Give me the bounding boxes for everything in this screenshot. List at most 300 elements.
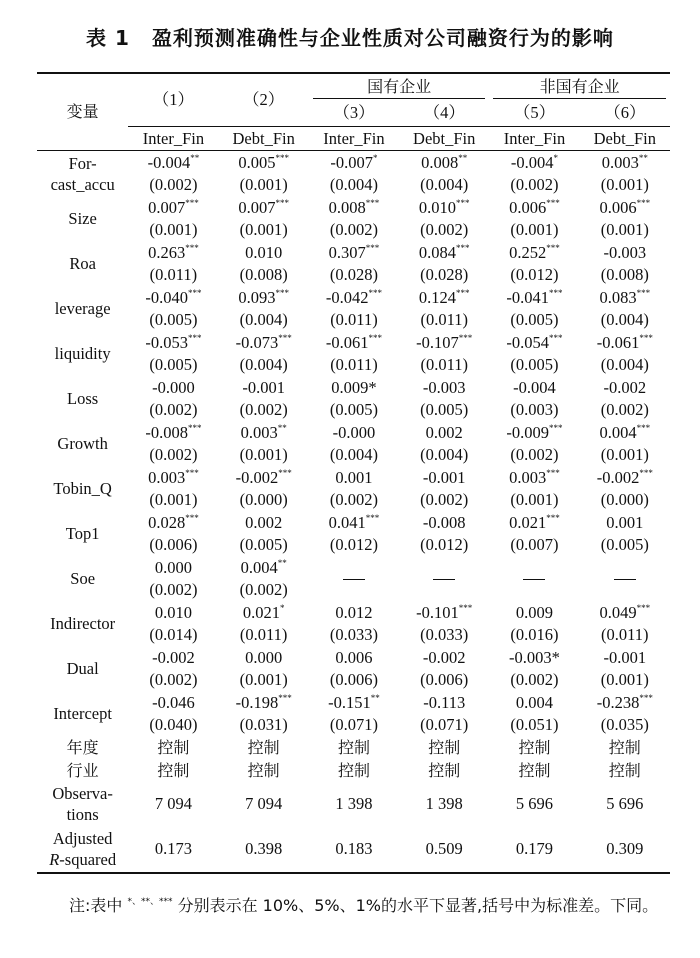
table-cell	[128, 511, 218, 556]
adjusted-r2-value: 0.183	[335, 839, 373, 858]
coefficient	[128, 512, 218, 534]
row-label: 行业	[66, 760, 99, 780]
table-cell	[580, 466, 670, 511]
significance-stars: **	[277, 557, 287, 568]
standard-error: (0.004)	[420, 444, 469, 464]
coefficient	[309, 647, 399, 669]
standard-error: (0.001)	[149, 489, 198, 509]
coefficient-value: -0.007	[330, 152, 373, 172]
row-label: liquidity	[54, 344, 111, 363]
coefficient-value: -0.041	[506, 287, 550, 307]
row-label: Size	[68, 209, 97, 228]
standard-error: (0.002)	[420, 219, 469, 239]
table-cell	[580, 241, 670, 286]
coefficient	[489, 692, 579, 714]
coefficient	[128, 242, 218, 264]
table-cell	[219, 691, 309, 736]
coefficient	[219, 422, 309, 444]
table-cell	[580, 421, 670, 466]
table-row	[37, 601, 670, 646]
coefficient-value: 0.003	[240, 422, 278, 442]
label-part: R	[49, 850, 60, 869]
table-title	[0, 22, 700, 51]
coefficient-value: 0.083	[599, 287, 637, 307]
table-cell	[489, 376, 579, 421]
coefficient-value: 0.006	[509, 197, 547, 217]
coefficient	[219, 602, 309, 624]
coefficient-value: 0.004	[599, 422, 637, 442]
significance-stars: *	[373, 152, 378, 163]
significance-stars: **	[638, 152, 648, 163]
table-cell	[580, 376, 670, 421]
coefficient	[399, 332, 489, 354]
coefficient-value: 0.004	[515, 692, 554, 712]
standard-error: (0.002)	[510, 669, 559, 689]
table-cell	[309, 151, 399, 197]
table-cell	[309, 601, 399, 646]
table-cell	[309, 691, 399, 736]
table-cell	[128, 421, 218, 466]
significance-stars: ***	[636, 602, 651, 613]
coefficient-value: -0.101	[416, 602, 459, 622]
standard-error: (0.000)	[600, 489, 649, 509]
standard-error: (0.004)	[600, 309, 649, 329]
table-row	[37, 511, 670, 556]
observations-value: 5 696	[515, 794, 554, 813]
standard-error: (0.031)	[239, 714, 288, 734]
table-cell	[489, 421, 579, 466]
significance-stars: ***	[278, 692, 292, 703]
coefficient	[219, 152, 309, 174]
coefficient-value: -0.053	[145, 332, 188, 352]
significance-stars: ***	[639, 692, 653, 703]
significance-stars: ***	[456, 242, 470, 253]
coefficient-value: -0.000	[152, 377, 195, 397]
coefficient-value: 0.252	[509, 242, 547, 262]
control-value: 控制	[428, 760, 461, 780]
table-cell	[489, 151, 579, 197]
coefficient-value: 0.001	[335, 467, 373, 487]
table-cell	[489, 601, 579, 646]
standard-error: (0.012)	[420, 534, 469, 554]
standard-error: (0.005)	[149, 309, 198, 329]
coefficient-value: -0.054	[506, 332, 550, 352]
table-cell	[399, 331, 489, 376]
standard-error: (0.001)	[600, 174, 649, 194]
coefficient-value: 0.010	[154, 602, 192, 622]
coefficient-value: -0.002	[152, 647, 195, 667]
coefficient-value: -0.002	[235, 467, 279, 487]
coefficient	[309, 467, 399, 489]
standard-error: (0.033)	[329, 624, 378, 644]
coefficient-value: 0.003	[148, 467, 186, 487]
table-cell	[489, 511, 579, 556]
coefficient-value: 0.041	[328, 512, 366, 532]
control-value: 控制	[337, 737, 370, 757]
standard-error: (0.035)	[600, 714, 649, 734]
standard-error: (0.028)	[420, 264, 469, 284]
coefficient-value: 0.021	[242, 602, 280, 622]
coefficient-value: -0.004	[147, 152, 191, 172]
standard-error: (0.004)	[420, 174, 469, 194]
significance-stars: ***	[549, 422, 563, 433]
table-cell	[399, 466, 489, 511]
row-label: Growth	[57, 434, 108, 453]
coefficient-value: 0.002	[245, 512, 283, 532]
coefficient	[219, 512, 309, 534]
adjusted-r2-value: 0.509	[425, 839, 463, 858]
control-value: 控制	[428, 737, 461, 757]
standard-error: (0.071)	[420, 714, 469, 734]
coefficient-value: 0.002	[425, 422, 463, 442]
coefficient	[489, 242, 579, 264]
coefficient	[219, 557, 309, 579]
standard-error: (0.006)	[149, 534, 198, 554]
table-cell	[309, 466, 399, 511]
coefficient	[489, 602, 579, 624]
coefficient-value: -0.238	[596, 692, 640, 712]
header-col-3: （3）	[333, 103, 375, 122]
control-value: 控制	[608, 737, 641, 757]
coefficient-value: 0.124	[418, 287, 457, 307]
coefficient	[128, 557, 218, 579]
significance-stars: ***	[368, 287, 382, 298]
table-cell	[580, 601, 670, 646]
coefficient	[219, 287, 309, 309]
header-col-2: （2）	[243, 90, 285, 109]
coefficient	[489, 377, 579, 399]
table-cell	[489, 196, 579, 241]
significance-stars: ***	[636, 287, 651, 298]
table-row	[37, 196, 670, 241]
table-cell	[219, 151, 309, 197]
significance-stars: ***	[275, 152, 289, 163]
table-cell	[580, 286, 670, 331]
standard-error: (0.002)	[420, 489, 469, 509]
standard-error: (0.051)	[510, 714, 559, 734]
coefficient	[489, 332, 579, 354]
table-cell	[309, 646, 399, 691]
table-row	[37, 556, 670, 601]
standard-error: (0.002)	[149, 579, 198, 599]
coefficient-value: 0.263	[148, 242, 186, 262]
observations-value: 1 398	[335, 794, 373, 813]
coefficient-value: 0.010	[245, 242, 283, 262]
standard-error: (0.005)	[510, 354, 559, 374]
standard-error: (0.002)	[149, 399, 198, 419]
adjusted-r2-value: 0.309	[606, 839, 644, 858]
coefficient-value: -0.042	[325, 287, 369, 307]
table-cell	[128, 646, 218, 691]
table-cell	[128, 151, 218, 197]
note-prefix: 注:表中	[69, 896, 128, 915]
table-row	[37, 466, 670, 511]
table-row	[37, 376, 670, 421]
significance-stars: ***	[187, 422, 202, 433]
dep-var-header: Debt_Fin	[580, 127, 670, 151]
coefficient	[309, 242, 399, 264]
header-group-soe	[309, 73, 490, 100]
coefficient-value: 0.005	[238, 152, 276, 172]
header-col-5: （5）	[513, 103, 556, 122]
table-cell	[219, 286, 309, 331]
standard-error: (0.005)	[600, 534, 649, 554]
table-cell	[399, 196, 489, 241]
coefficient	[580, 287, 670, 309]
significance-stars: ***	[278, 332, 292, 343]
standard-error: (0.011)	[420, 354, 468, 374]
coefficient	[309, 692, 399, 714]
table-cell	[399, 646, 489, 691]
coefficient-value: 0.021	[509, 512, 547, 532]
significance-stars: ***	[368, 332, 382, 343]
adjusted-r2-row	[37, 826, 670, 873]
coefficient	[128, 692, 218, 714]
coefficient-value: 0.006	[335, 647, 373, 667]
coefficient-value: -0.002	[596, 467, 640, 487]
significance-stars: ***	[456, 287, 470, 298]
group-label-soe: 国有企业	[313, 76, 486, 99]
standard-error: (0.001)	[600, 669, 649, 689]
coefficient-value: 0.084	[418, 242, 457, 262]
coefficient-value: -0.003*	[509, 647, 560, 667]
coefficient	[399, 602, 489, 624]
standard-error: (0.071)	[329, 714, 378, 734]
coefficient	[489, 512, 579, 534]
standard-error: (0.006)	[420, 669, 469, 689]
control-value: 控制	[157, 737, 190, 757]
control-value: 控制	[337, 760, 370, 780]
coefficient	[128, 332, 218, 354]
row-label: 年度	[66, 737, 99, 757]
standard-error: (0.001)	[239, 669, 288, 689]
coefficient	[399, 647, 489, 669]
coefficient	[580, 647, 670, 669]
significance-stars: ***	[185, 197, 199, 208]
standard-error: (0.000)	[239, 489, 288, 509]
coefficient-value: 0.007	[238, 197, 276, 217]
row-label: Soe	[70, 569, 96, 588]
adjusted-r2-value: 0.398	[245, 839, 283, 858]
standard-error: (0.008)	[239, 264, 288, 284]
significance-stars: ***	[187, 332, 202, 343]
standard-error: (0.033)	[420, 624, 469, 644]
table-cell	[219, 331, 309, 376]
coefficient	[309, 422, 399, 444]
significance-stars: ***	[549, 287, 563, 298]
coefficient	[309, 512, 399, 534]
table-cell	[128, 556, 218, 601]
row-label: Indirector	[50, 614, 116, 633]
coefficient	[399, 422, 489, 444]
standard-error: (0.002)	[510, 444, 559, 464]
control-value: 控制	[247, 737, 280, 757]
standard-error: (0.011)	[330, 354, 378, 374]
standard-error: (0.002)	[239, 399, 288, 419]
coefficient	[309, 377, 399, 399]
standard-error: (0.011)	[601, 624, 649, 644]
coefficient	[580, 197, 670, 219]
coefficient-value: -0.002	[422, 647, 466, 667]
coefficient-value: -0.003	[603, 242, 647, 262]
coefficient-value: -0.061	[596, 332, 640, 352]
header-col-6: （6）	[604, 103, 646, 122]
coefficient	[128, 287, 218, 309]
coefficient	[399, 197, 489, 219]
significance-stars: ***	[549, 332, 563, 343]
coefficient	[128, 152, 218, 174]
coefficient	[128, 647, 218, 669]
control-value: 控制	[608, 760, 641, 780]
coefficient	[128, 377, 218, 399]
table-cell	[580, 646, 670, 691]
coefficient-value: -0.004	[513, 377, 556, 397]
table-cell	[489, 286, 579, 331]
coefficient-value: 0.003	[601, 152, 639, 172]
standard-error: (0.002)	[329, 489, 378, 509]
significance-stars: *	[553, 152, 559, 163]
table-row	[37, 151, 670, 197]
coefficient-value: -0.003	[422, 377, 466, 397]
significance-stars: ***	[365, 512, 380, 523]
table-cell	[580, 511, 670, 556]
row-label: For- cast_accu	[50, 153, 115, 194]
control-row	[37, 759, 670, 782]
dep-var-header: Inter_Fin	[489, 127, 579, 151]
coefficient	[580, 422, 670, 444]
coefficient	[219, 692, 309, 714]
standard-error: (0.005)	[149, 354, 198, 374]
table-cell	[128, 376, 218, 421]
table-cell	[219, 601, 309, 646]
coefficient-value: 0.000	[245, 647, 283, 667]
coefficient	[580, 692, 670, 714]
coefficient-value: -0.151	[328, 692, 371, 712]
dep-var-header: Inter_Fin	[309, 127, 399, 151]
standard-error: (0.011)	[420, 309, 468, 329]
coefficient	[128, 422, 218, 444]
standard-error: (0.002)	[149, 444, 198, 464]
standard-error: (0.011)	[330, 309, 378, 329]
table-cell	[219, 556, 309, 601]
coefficient-value: 0.010	[418, 197, 457, 217]
significance-stars: ***	[185, 467, 199, 478]
coefficient-value: 0.007	[148, 197, 186, 217]
table-cell	[580, 691, 670, 736]
coefficient-value: 0.000	[154, 557, 192, 577]
coefficient	[128, 602, 218, 624]
table-row	[37, 286, 670, 331]
table-cell	[399, 286, 489, 331]
table-cell	[219, 421, 309, 466]
significance-stars: ***	[458, 332, 473, 343]
standard-error: (0.001)	[239, 174, 288, 194]
observations-value: 7 094	[154, 794, 192, 813]
header-col-4: （4）	[423, 103, 465, 122]
coefficient	[580, 512, 670, 534]
coefficient	[399, 512, 489, 534]
coefficient	[580, 152, 670, 174]
table-cell	[399, 376, 489, 421]
observations-value: 5 696	[606, 794, 644, 813]
standard-error: (0.011)	[149, 264, 198, 284]
row-label: Loss	[67, 389, 99, 408]
coefficient	[128, 467, 218, 489]
coefficient-value: 0.008	[421, 152, 459, 172]
significance-stars: ***	[365, 197, 380, 208]
adjusted-r2-value: 0.179	[515, 839, 554, 858]
coefficient	[219, 467, 309, 489]
standard-error: (0.040)	[149, 714, 198, 734]
dash-mark	[433, 579, 455, 580]
coefficient	[580, 467, 670, 489]
coefficient	[399, 152, 489, 174]
coefficient	[489, 152, 579, 174]
coefficient-value: -0.046	[152, 692, 195, 712]
header-variable: 变量	[37, 73, 128, 151]
coefficient-value: 0.001	[606, 512, 644, 532]
table-cell	[489, 646, 579, 691]
standard-error: (0.003)	[510, 399, 559, 419]
dash-mark	[614, 579, 636, 580]
coefficient-value: -0.009	[506, 422, 550, 442]
coefficient	[219, 242, 309, 264]
significance-stars: ***	[636, 422, 651, 433]
table-cell	[399, 691, 489, 736]
coefficient-value: -0.001	[242, 377, 285, 397]
table-cell	[580, 331, 670, 376]
table-cell	[489, 241, 579, 286]
coefficient	[489, 287, 579, 309]
coefficient	[128, 197, 218, 219]
dash-mark	[343, 579, 365, 580]
standard-error: (0.005)	[239, 534, 288, 554]
table-cell	[128, 601, 218, 646]
standard-error: (0.004)	[329, 444, 378, 464]
coefficient	[399, 242, 489, 264]
coefficient-value: -0.004	[510, 152, 554, 172]
standard-error: (0.007)	[510, 534, 559, 554]
coefficient-value: 0.004	[240, 557, 278, 577]
adjusted-r2-value: 0.173	[154, 839, 192, 858]
dep-var-header: Inter_Fin	[128, 127, 218, 151]
coefficient	[309, 602, 399, 624]
table-cell	[489, 691, 579, 736]
dep-var-header: Debt_Fin	[399, 127, 489, 151]
standard-error: (0.002)	[600, 399, 649, 419]
observations-value: 1 398	[425, 794, 463, 813]
table-cell	[309, 196, 399, 241]
table-cell	[309, 556, 399, 601]
standard-error: (0.012)	[510, 264, 559, 284]
table-cell	[219, 466, 309, 511]
significance-stars: ***	[546, 242, 560, 253]
significance-stars: ***	[456, 197, 470, 208]
standard-error: (0.002)	[149, 174, 198, 194]
significance-stars: **	[370, 692, 380, 703]
control-value: 控制	[518, 737, 551, 757]
row-label: Tobin_Q	[53, 479, 112, 498]
row-label: Dual	[66, 659, 99, 678]
coefficient-value: -0.000	[332, 422, 376, 442]
coefficient	[399, 377, 489, 399]
coefficient-value: 0.028	[148, 512, 186, 532]
standard-error: (0.001)	[510, 219, 559, 239]
standard-error: (0.001)	[510, 489, 559, 509]
row-label: Observa- tions	[52, 784, 113, 824]
significance-stars: ***	[185, 512, 199, 523]
significance-stars: ***	[458, 602, 473, 613]
